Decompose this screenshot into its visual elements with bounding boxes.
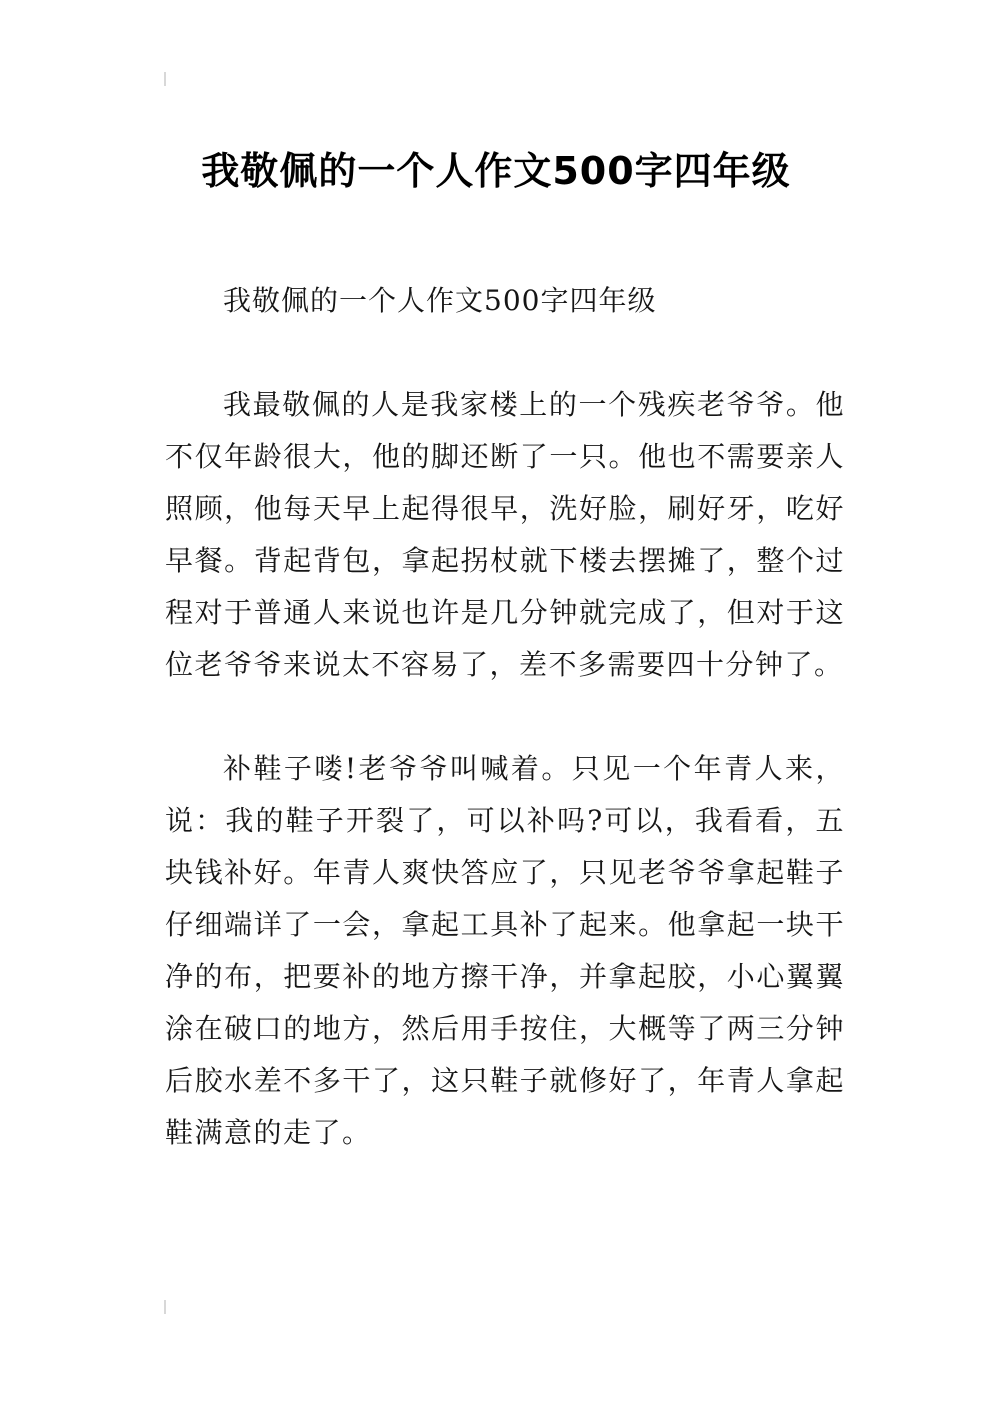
document-title: 我敬佩的一个人作文500字四年级	[201, 149, 791, 194]
page-corner-mark-top	[164, 72, 166, 86]
document-body	[165, 275, 845, 1159]
paragraph-1: 我最敬佩的人是我家楼上的一个残疾老爷爷。他不仅年龄很大，他的脚还断了一只。他也不需要亲人照顾，他每天早上起得很早，洗好脸，刷好牙，吃好早餐。背起背包，拿起拐杖就下楼去摆摊了，整个过程对于普通人来说也许是几分钟就完成了，但对于这位老爷爷来说太不容易了，差不多需要四十分钟了。	[165, 388, 845, 681]
document-subtitle: 我敬佩的一个人作文500字四年级	[223, 284, 657, 317]
paragraph-2: 补鞋子喽!老爷爷叫喊着。只见一个年青人来，说：我的鞋子开裂了，可以补吗?可以，我看看，五块钱补好。年青人爽快答应了，只见老爷爷拿起鞋子仔细端详了一会，拿起工具补了起来。他拿起一块干净的布，把要补的地方擦干净，并拿起胶，小心翼翼涂在破口的地方，然后用手按住，大概等了两三分钟后胶水差不多干了，这只鞋子就修好了，年青人拿起鞋满意的走了。	[165, 752, 845, 1149]
page-corner-mark-bottom	[164, 1300, 166, 1314]
